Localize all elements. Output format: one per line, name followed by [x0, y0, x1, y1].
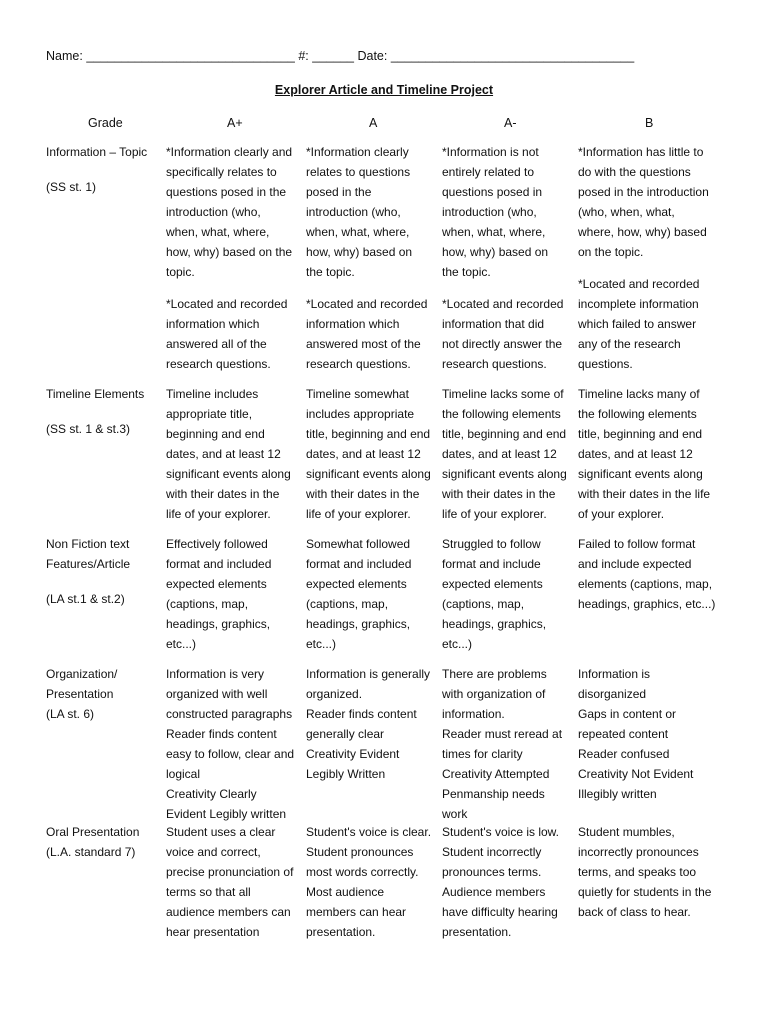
- cell-text-line: *Located and recorded: [306, 297, 428, 311]
- cell-text-line: when, what, where,: [306, 225, 410, 239]
- cell-text-line: organized.: [306, 687, 363, 701]
- cell-text-line: Timeline somewhat: [306, 387, 409, 401]
- cell-text-line: introduction (who,: [442, 205, 537, 219]
- cell-paragraph: [306, 294, 427, 374]
- cell-paragraph: [166, 534, 271, 654]
- cell-paragraph: [578, 274, 709, 374]
- cell-text-line: research questions.: [442, 357, 547, 371]
- cell-text-line: not directly answer the: [442, 337, 563, 351]
- cell-organization-presentation-a-minus: [442, 664, 562, 824]
- cell-information-topic-a-plus: [166, 142, 292, 374]
- cell-text-line: the topic.: [306, 265, 355, 279]
- document-title: Explorer Article and Timeline Project: [274, 83, 494, 97]
- cell-oral-presentation-a-minus: [442, 822, 559, 942]
- cell-text-line: the topic.: [442, 265, 491, 279]
- cell-text-line: headings, graphics,: [166, 617, 271, 631]
- cell-text-line: (captions, map,: [442, 597, 525, 611]
- cell-paragraph: [306, 384, 431, 524]
- cell-text-line: Struggled to follow: [442, 537, 541, 551]
- cell-text-line: logical: [166, 767, 201, 781]
- cell-text-line: entirely related to: [442, 165, 535, 179]
- cell-paragraph: [306, 142, 427, 282]
- cell-text-line: organized with well: [166, 687, 268, 701]
- cell-text-line: *Information has little to: [578, 145, 704, 159]
- cell-text-line: etc...): [166, 637, 197, 651]
- cell-text-line: information which: [306, 317, 400, 331]
- cell-text-line: constructed paragraphs: [166, 707, 293, 721]
- cell-text-line: with their dates in the: [166, 487, 280, 501]
- cell-text-line: Reader confused: [578, 747, 670, 761]
- row-label-line: Organization/: [46, 667, 118, 681]
- paragraph-gap: [578, 262, 709, 274]
- paragraph-gap: [166, 282, 292, 294]
- cell-text-line: hear presentation: [166, 925, 260, 939]
- name-field[interactable]: ______________________________: [86, 49, 295, 63]
- cell-text-line: significant events along: [306, 467, 431, 481]
- number-label: #:: [298, 49, 309, 63]
- cell-nonfiction-features-a-minus: [442, 534, 546, 654]
- cell-information-topic-a: [306, 142, 427, 374]
- cell-text-line: Penmanship needs: [442, 787, 545, 801]
- cell-paragraph: [442, 142, 563, 282]
- cell-text-line: back of class to hear.: [578, 905, 691, 919]
- cell-text-line: Most audience: [306, 885, 385, 899]
- cell-text-line: specifically relates to: [166, 165, 277, 179]
- cell-text-line: elements (captions, map,: [578, 577, 713, 591]
- cell-text-line: Information is very: [166, 667, 265, 681]
- cell-text-line: etc...): [442, 637, 473, 651]
- cell-text-line: do with the questions: [578, 165, 691, 179]
- cell-text-line: relates to questions: [306, 165, 411, 179]
- cell-text-line: voice and correct,: [166, 845, 261, 859]
- row-label-line: Features/Article: [46, 557, 131, 571]
- cell-paragraph: [442, 664, 562, 824]
- cell-text-line: Creativity Evident: [306, 747, 400, 761]
- row-label-line: Non Fiction text: [46, 537, 130, 551]
- cell-text-line: with their dates in the life: [578, 487, 711, 501]
- cell-text-line: Failed to follow format: [578, 537, 696, 551]
- column-header-a-plus: A+: [227, 116, 243, 130]
- cell-information-topic-a-minus: [442, 142, 563, 374]
- cell-text-line: *Information clearly: [306, 145, 409, 159]
- column-header-grade: Grade: [88, 116, 123, 130]
- cell-oral-presentation-a-plus: [166, 822, 293, 942]
- cell-paragraph: [166, 664, 294, 824]
- cell-nonfiction-features-a: [306, 534, 411, 654]
- cell-text-line: Information is: [578, 667, 651, 681]
- cell-text-line: (who, when, what,: [578, 205, 675, 219]
- cell-text-line: expected elements: [166, 577, 267, 591]
- cell-paragraph: [306, 664, 430, 784]
- cell-text-line: Student incorrectly: [442, 845, 542, 859]
- cell-organization-presentation-a: [306, 664, 430, 784]
- paragraph-gap: [306, 282, 427, 294]
- cell-text-line: when, what, where,: [442, 225, 546, 239]
- number-field[interactable]: ______: [312, 49, 354, 63]
- cell-text-line: topic.: [166, 265, 195, 279]
- cell-text-line: presentation.: [442, 925, 512, 939]
- cell-text-line: when, what, where,: [166, 225, 270, 239]
- cell-text-line: Evident Legibly written: [166, 807, 287, 821]
- cell-organization-presentation-a-plus: [166, 664, 294, 824]
- cell-text-line: where, how, why) based: [578, 225, 707, 239]
- cell-text-line: answered most of the: [306, 337, 421, 351]
- cell-paragraph: [442, 534, 546, 654]
- cell-paragraph: [442, 294, 563, 374]
- cell-text-line: Student's voice is clear.: [306, 825, 432, 839]
- cell-paragraph: [442, 384, 567, 524]
- cell-text-line: times for clarity: [442, 747, 523, 761]
- cell-text-line: Student mumbles,: [578, 825, 675, 839]
- cell-text-line: Legibly Written: [306, 767, 386, 781]
- cell-text-line: posed in the introduction: [578, 185, 709, 199]
- cell-text-line: title, beginning and end: [442, 427, 567, 441]
- cell-text-line: dates, and at least 12: [166, 447, 281, 461]
- row-label-line: [46, 404, 144, 419]
- cell-information-topic-b: [578, 142, 709, 374]
- column-header-b: B: [645, 116, 654, 130]
- cell-text-line: of your explorer.: [578, 507, 665, 521]
- cell-text-line: expected elements: [442, 577, 543, 591]
- cell-text-line: Illegibly written: [578, 787, 657, 801]
- cell-text-line: headings, graphics,: [442, 617, 547, 631]
- cell-text-line: precise pronunciation of: [166, 865, 294, 879]
- row-label-information-topic: [46, 142, 147, 197]
- cell-text-line: headings, graphics,: [306, 617, 411, 631]
- cell-text-line: repeated content: [578, 727, 669, 741]
- cell-timeline-elements-a-minus: [442, 384, 567, 524]
- row-label-organization-presentation: [46, 664, 117, 724]
- cell-text-line: (captions, map,: [306, 597, 389, 611]
- cell-text-line: members can hear: [306, 905, 407, 919]
- row-label-line: (LA st. 6): [46, 707, 95, 721]
- cell-text-line: any of the research: [578, 337, 681, 351]
- cell-text-line: answered all of the: [166, 337, 267, 351]
- cell-text-line: the following elements: [442, 407, 561, 421]
- cell-paragraph: [306, 822, 431, 942]
- cell-text-line: disorganized: [578, 687, 647, 701]
- row-label-line: (L.A. standard 7): [46, 845, 136, 859]
- row-label-line: Information – Topic: [46, 145, 148, 159]
- cell-text-line: *Located and recorded: [166, 297, 288, 311]
- cell-text-line: Creativity Attempted: [442, 767, 550, 781]
- row-label-line: [46, 574, 130, 589]
- row-label-line: Oral Presentation: [46, 825, 140, 839]
- cell-text-line: dates, and at least 12: [442, 447, 557, 461]
- cell-text-line: *Information is not: [442, 145, 539, 159]
- row-label-line: (SS st. 1 & st.3): [46, 422, 131, 436]
- cell-text-line: terms so that all: [166, 885, 251, 899]
- cell-paragraph: [578, 142, 709, 262]
- cell-text-line: posed in the: [306, 185, 372, 199]
- cell-text-line: generally clear: [306, 727, 385, 741]
- row-label-line: (LA st.1 & st.2): [46, 592, 125, 606]
- cell-text-line: Audience members: [442, 885, 546, 899]
- cell-text-line: introduction (who,: [306, 205, 401, 219]
- cell-text-line: format and included: [166, 557, 272, 571]
- cell-text-line: There are problems: [442, 667, 547, 681]
- cell-text-line: Effectively followed: [166, 537, 268, 551]
- cell-text-line: Student uses a clear: [166, 825, 276, 839]
- row-label-timeline-elements: [46, 384, 144, 439]
- column-header-a: A: [369, 116, 378, 130]
- cell-text-line: questions posed in the: [166, 185, 287, 199]
- cell-text-line: research questions.: [166, 357, 271, 371]
- cell-text-line: title, beginning and end: [578, 427, 703, 441]
- cell-text-line: significant events along: [578, 467, 703, 481]
- cell-paragraph: [166, 822, 293, 942]
- cell-paragraph: [578, 534, 715, 614]
- cell-text-line: Reader must reread at: [442, 727, 563, 741]
- cell-text-line: introduction (who,: [166, 205, 261, 219]
- cell-text-line: Reader finds content: [306, 707, 417, 721]
- cell-text-line: Reader finds content: [166, 727, 277, 741]
- row-label-line: [46, 162, 147, 177]
- cell-nonfiction-features-b: [578, 534, 715, 614]
- cell-text-line: expected elements: [306, 577, 407, 591]
- cell-text-line: quietly for students in the: [578, 885, 712, 899]
- cell-timeline-elements-b: [578, 384, 710, 524]
- row-label-oral-presentation: [46, 822, 139, 862]
- cell-text-line: *Information clearly and: [166, 145, 293, 159]
- cell-text-line: Somewhat followed: [306, 537, 411, 551]
- cell-text-line: beginning and end: [166, 427, 265, 441]
- cell-text-line: have difficulty hearing: [442, 905, 558, 919]
- row-label-line: (SS st. 1): [46, 180, 97, 194]
- cell-text-line: and include expected: [578, 557, 692, 571]
- cell-paragraph: [166, 142, 292, 282]
- cell-text-line: with organization of: [442, 687, 546, 701]
- column-header-a-minus: A-: [504, 116, 517, 130]
- cell-text-line: how, why) based on: [442, 245, 549, 259]
- cell-text-line: life of your explorer.: [166, 507, 271, 521]
- cell-oral-presentation-b: [578, 822, 711, 922]
- cell-text-line: title, beginning and end: [306, 427, 431, 441]
- cell-paragraph: [442, 822, 559, 942]
- cell-text-line: research questions.: [306, 357, 411, 371]
- cell-text-line: questions.: [578, 357, 633, 371]
- cell-paragraph: [578, 384, 710, 524]
- cell-text-line: terms, and speaks too: [578, 865, 697, 879]
- cell-paragraph: [166, 384, 291, 524]
- cell-text-line: headings, graphics, etc...): [578, 597, 716, 611]
- cell-text-line: Timeline lacks many of: [578, 387, 700, 401]
- cell-text-line: pronounces terms.: [442, 865, 542, 879]
- cell-text-line: format and include: [442, 557, 541, 571]
- row-label-line: Timeline Elements: [46, 387, 145, 401]
- cell-text-line: with their dates in the: [442, 487, 556, 501]
- cell-nonfiction-features-a-plus: [166, 534, 271, 654]
- cell-text-line: includes appropriate: [306, 407, 415, 421]
- name-label: Name:: [46, 49, 83, 63]
- cell-text-line: dates, and at least 12: [306, 447, 421, 461]
- cell-text-line: appropriate title,: [166, 407, 253, 421]
- cell-text-line: information that did: [442, 317, 545, 331]
- cell-paragraph: [306, 534, 411, 654]
- cell-text-line: (captions, map,: [166, 597, 249, 611]
- cell-text-line: on the topic.: [578, 245, 644, 259]
- cell-text-line: which failed to answer: [578, 317, 697, 331]
- row-label-nonfiction-features: [46, 534, 130, 609]
- cell-text-line: how, why) based on: [306, 245, 413, 259]
- row-label-line: Presentation: [46, 687, 114, 701]
- cell-text-line: incorrectly pronounces: [578, 845, 699, 859]
- cell-text-line: the following elements: [578, 407, 697, 421]
- cell-text-line: Timeline includes: [166, 387, 259, 401]
- date-label: Date:: [357, 49, 388, 63]
- cell-paragraph: [166, 294, 292, 374]
- cell-text-line: Information is generally: [306, 667, 431, 681]
- cell-paragraph: [578, 664, 693, 804]
- cell-text-line: audience members can: [166, 905, 291, 919]
- cell-text-line: *Located and recorded: [442, 297, 564, 311]
- cell-text-line: Gaps in content or: [578, 707, 677, 721]
- cell-timeline-elements-a-plus: [166, 384, 291, 524]
- cell-text-line: *Located and recorded: [578, 277, 700, 291]
- cell-text-line: significant events along: [442, 467, 567, 481]
- date-field[interactable]: ___________________________________: [390, 49, 635, 63]
- cell-text-line: with their dates in the: [306, 487, 420, 501]
- cell-text-line: most words correctly.: [306, 865, 419, 879]
- cell-text-line: dates, and at least 12: [578, 447, 693, 461]
- cell-text-line: format and included: [306, 557, 412, 571]
- cell-text-line: etc...): [306, 637, 337, 651]
- cell-text-line: questions posed in: [442, 185, 543, 199]
- paragraph-gap: [442, 282, 563, 294]
- cell-text-line: Creativity Not Evident: [578, 767, 694, 781]
- cell-text-line: life of your explorer.: [442, 507, 547, 521]
- cell-text-line: how, why) based on the: [166, 245, 293, 259]
- cell-text-line: easy to follow, clear and: [166, 747, 295, 761]
- cell-text-line: incomplete information: [578, 297, 699, 311]
- cell-text-line: work: [442, 807, 468, 821]
- cell-text-line: Student's voice is low.: [442, 825, 560, 839]
- cell-text-line: significant events along: [166, 467, 291, 481]
- student-info-line: [46, 46, 634, 66]
- cell-organization-presentation-b: [578, 664, 693, 804]
- cell-text-line: information which: [166, 317, 260, 331]
- cell-text-line: Timeline lacks some of: [442, 387, 564, 401]
- cell-text-line: information.: [442, 707, 505, 721]
- cell-timeline-elements-a: [306, 384, 431, 524]
- cell-text-line: presentation.: [306, 925, 376, 939]
- cell-paragraph: [578, 822, 711, 922]
- cell-text-line: life of your explorer.: [306, 507, 411, 521]
- cell-oral-presentation-a: [306, 822, 431, 942]
- cell-text-line: Creativity Clearly: [166, 787, 257, 801]
- cell-text-line: Student pronounces: [306, 845, 414, 859]
